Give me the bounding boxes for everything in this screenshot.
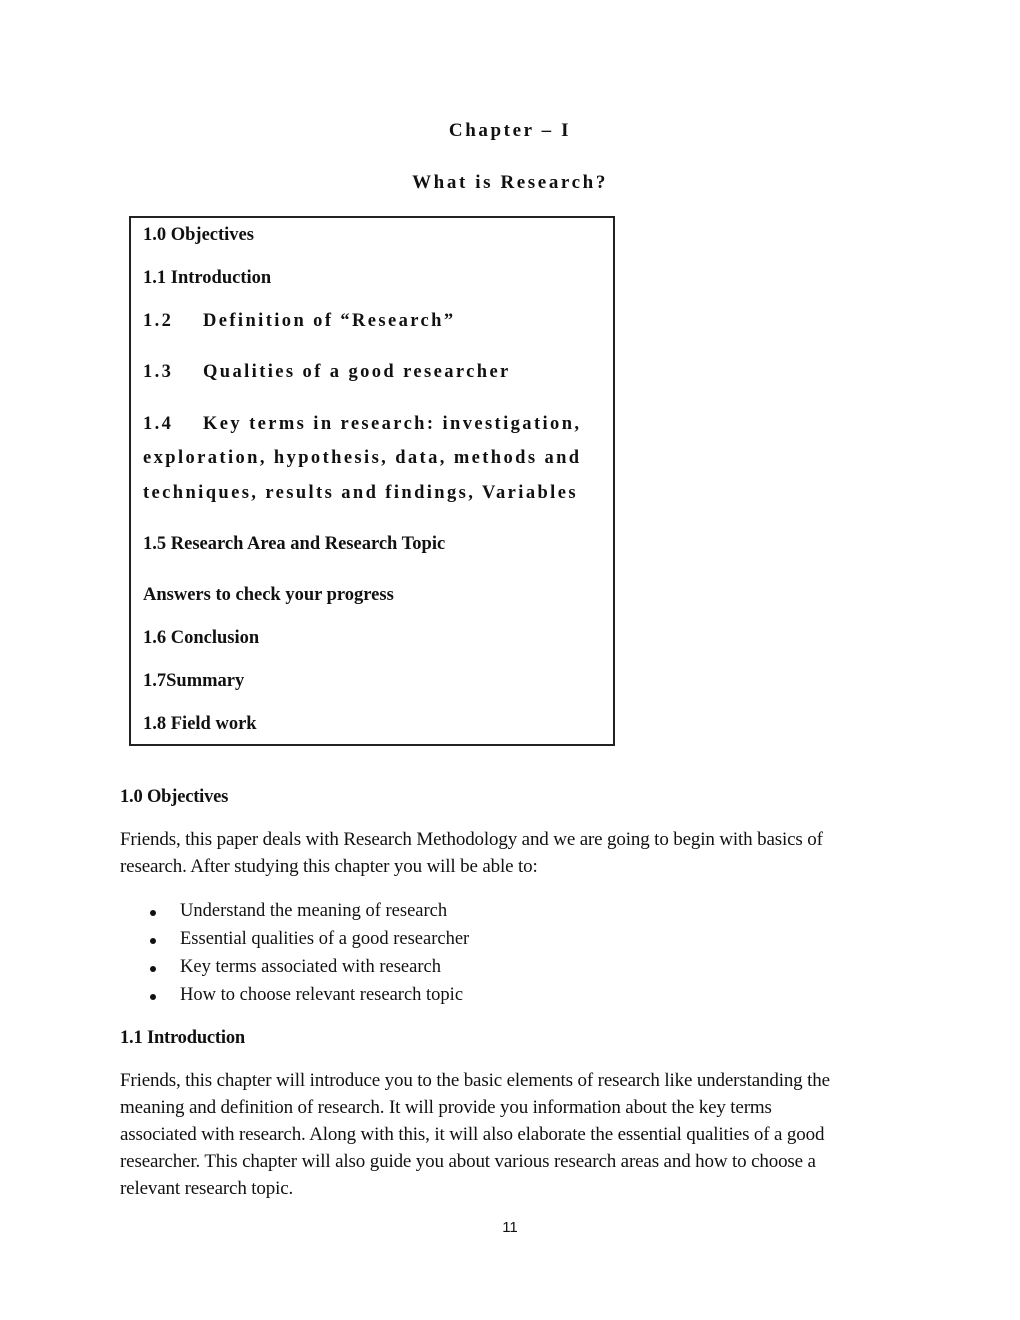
toc-item-key-terms-line2: exploration, hypothesis, data, methods and bbox=[143, 448, 582, 468]
toc-number: 1.2 bbox=[143, 311, 174, 331]
bullet-icon bbox=[150, 938, 156, 944]
page-number: 11 bbox=[502, 1219, 518, 1236]
objectives-heading: 1.0 Objectives bbox=[120, 787, 229, 807]
bullet-icon bbox=[150, 966, 156, 972]
toc-item-field-work: 1.8 Field work bbox=[143, 714, 257, 734]
toc-number: 1.3 bbox=[143, 362, 174, 382]
toc-item-research-area: 1.5 Research Area and Research Topic bbox=[143, 534, 446, 554]
introduction-line4: researcher. This chapter will also guide you about various research areas and how to choose a bbox=[120, 1151, 816, 1172]
introduction-line5: relevant research topic. bbox=[120, 1178, 294, 1199]
toc-item-objectives: 1.0 Objectives bbox=[143, 225, 254, 245]
toc-item-answers: Answers to check your progress bbox=[143, 585, 394, 605]
toc-item-qualities bbox=[143, 362, 511, 383]
bullet-icon bbox=[150, 910, 156, 916]
bullet-icon bbox=[150, 994, 156, 1000]
introduction-line3: associated with research. Along with this, it will also elaborate the essential qualities of a good bbox=[120, 1124, 825, 1145]
toc-label: Definition of “Research” bbox=[203, 311, 456, 331]
toc-item-definition bbox=[143, 311, 456, 332]
toc-item-conclusion: 1.6 Conclusion bbox=[143, 628, 260, 648]
toc-item-summary: 1.7Summary bbox=[143, 671, 245, 691]
toc-number: 1.4 bbox=[143, 414, 174, 434]
objectives-paragraph-line2: research. After studying this chapter you will be able to: bbox=[120, 856, 538, 877]
toc-item-introduction: 1.1 Introduction bbox=[143, 268, 272, 288]
toc-item-key-terms bbox=[143, 414, 581, 435]
introduction-line2: meaning and definition of research. It will provide you information about the key terms bbox=[120, 1097, 772, 1118]
toc-label: Qualities of a good researcher bbox=[203, 362, 511, 382]
chapter-label: Chapter – I bbox=[448, 120, 572, 141]
toc-item-key-terms-line3: techniques, results and findings, Variables bbox=[143, 483, 578, 503]
introduction-heading: 1.1 Introduction bbox=[120, 1028, 245, 1048]
toc-label: Key terms in research: investigation, bbox=[203, 414, 582, 434]
objectives-paragraph-line1: Friends, this paper deals with Research Methodology and we are going to begin with basics of bbox=[120, 829, 823, 850]
table-of-contents-box bbox=[129, 216, 615, 746]
introduction-line1: Friends, this chapter will introduce you to the basic elements of research like understanding the bbox=[120, 1070, 830, 1091]
chapter-title: What is Research? bbox=[412, 172, 608, 193]
